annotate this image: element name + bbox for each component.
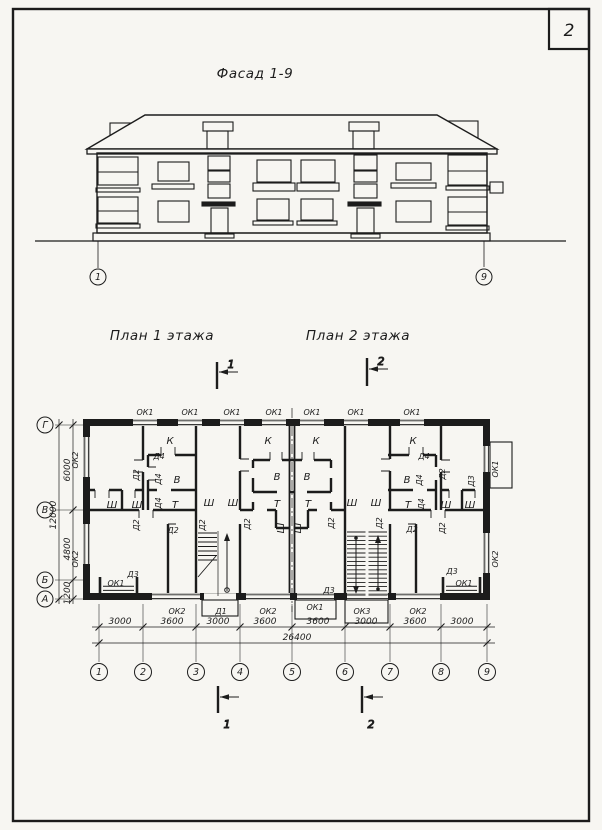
section-marker-2-top — [367, 355, 388, 386]
window-label: ОК2 — [409, 607, 427, 616]
door-label: Д2 — [327, 517, 336, 529]
svg-text:1: 1 — [227, 358, 235, 371]
room-label: К — [264, 436, 272, 447]
dim-text: 4800 — [63, 537, 73, 561]
facade-base — [93, 233, 490, 241]
room-label: К — [166, 436, 174, 447]
window-label: ОК1 — [107, 579, 125, 588]
room-label: Ш — [464, 500, 476, 511]
window-label: ОК1 — [306, 603, 324, 612]
plan-right-title: План 2 этажа — [305, 328, 411, 344]
window-label: ОК1 — [455, 579, 473, 588]
door-label: Д4 — [415, 474, 424, 486]
dim-total-text: 26400 — [282, 633, 312, 643]
door-label: Д2 — [406, 525, 418, 534]
door-label: Д2 — [438, 468, 447, 480]
window-label: ОК2 — [168, 607, 186, 616]
grid-axis-Г-number: Г — [42, 420, 48, 431]
dim-text: 3000 — [450, 617, 474, 627]
door-label: Д2 — [198, 519, 207, 531]
facade-title: Фасад 1-9 — [216, 66, 294, 82]
stair-down-arrow-icon — [353, 586, 359, 594]
facade-axis-1-number: 1 — [94, 272, 102, 283]
door-label: Д4 — [153, 452, 165, 461]
room-label: К — [409, 436, 417, 447]
window-label: ОК3 — [353, 607, 371, 616]
arrow-icon — [364, 694, 373, 700]
room-label: Т — [404, 500, 412, 511]
grid-axis-В-number: В — [41, 505, 49, 516]
room-label: В — [173, 475, 181, 486]
grid-axis-Б-number: Б — [41, 575, 49, 586]
facade-side-protrusion — [490, 182, 503, 193]
room-label: Ш — [440, 500, 452, 511]
door-label: Д3 — [323, 586, 335, 595]
section-marker-2-bottom — [362, 686, 383, 731]
grid-axis-3-number: 3 — [192, 667, 200, 678]
page-number: 2 — [563, 21, 575, 41]
door-label: Д2 — [438, 522, 447, 534]
door-label: Д4 — [417, 498, 426, 510]
window-label: ОК1 — [303, 408, 321, 417]
dim-text: 3000 — [108, 617, 132, 627]
dim-text: 3600 — [306, 617, 330, 627]
room-label: Ш — [370, 498, 382, 509]
stair-up-arrow-icon — [224, 533, 230, 541]
section-marker-1-bottom — [218, 686, 239, 731]
grid-axis-9-number: 9 — [483, 667, 491, 678]
section-marker-1-top — [217, 358, 238, 389]
door-label: Д2 — [132, 469, 141, 481]
dim-total-text: 12000 — [49, 500, 59, 530]
dim-text: 3000 — [354, 617, 378, 627]
arrow-icon — [220, 694, 229, 700]
window-label: ОК1 — [181, 408, 199, 417]
room-label: В — [303, 472, 311, 483]
room-label: Т — [273, 499, 281, 510]
entrance-door-right — [357, 208, 374, 233]
room-label: Ш — [276, 522, 287, 534]
room-label: Ш — [293, 522, 304, 534]
room-label: Ш — [346, 498, 358, 509]
plan-view — [37, 328, 512, 731]
window-label: ОК1 — [403, 408, 421, 417]
dim-text: 1200 — [63, 581, 73, 605]
svg-text:1: 1 — [223, 718, 231, 731]
dim-text: 6000 — [63, 458, 73, 482]
entrance-door-left — [211, 208, 228, 233]
door-label: Д4 — [154, 497, 163, 509]
room-label: В — [403, 475, 411, 486]
grid-axis-А-number: А — [41, 594, 49, 605]
room-label: Ш — [131, 500, 143, 511]
window-label: ОК2 — [259, 607, 277, 616]
room-label: Т — [304, 499, 312, 510]
window-label: ОК1 — [491, 460, 500, 478]
door-label: Д2 — [243, 518, 252, 530]
facade-windows — [96, 155, 489, 238]
dim-text: 3000 — [206, 617, 230, 627]
svg-text:2: 2 — [367, 718, 375, 731]
stair-first-floor — [198, 531, 230, 596]
room-label: В — [273, 472, 281, 483]
room-label: К — [312, 436, 320, 447]
grid-axis-6-number: 6 — [341, 667, 349, 678]
grid-axis-4-number: 4 — [236, 667, 244, 678]
window-label: ОК2 — [71, 451, 80, 469]
room-label: Ш — [203, 498, 215, 509]
door-label: Д4 — [418, 452, 430, 461]
grid-axis-8-number: 8 — [437, 667, 445, 678]
grid-axis-2-number: 2 — [139, 667, 147, 678]
dim-text: 3600 — [160, 617, 184, 627]
dim-text: 3600 — [403, 617, 427, 627]
door-label: Д2 — [132, 519, 141, 531]
door-label: Д4 — [154, 473, 163, 485]
door-label: Д3 — [446, 567, 458, 576]
facade-axis-9-number: 9 — [480, 272, 488, 283]
window-label: ОК1 — [136, 408, 154, 417]
room-label: Ш — [106, 500, 118, 511]
window-label: ОК2 — [491, 550, 500, 568]
stair-second-floor — [347, 531, 387, 596]
svg-text:2: 2 — [377, 355, 385, 368]
window-label: ОК1 — [347, 408, 365, 417]
room-label: Т — [171, 500, 179, 511]
facade-view — [35, 66, 566, 285]
window-label: ОК1 — [223, 408, 241, 417]
door-label: Д2 — [375, 517, 384, 529]
door-label: Д2 — [167, 526, 179, 535]
grid-axis-1-number: 1 — [95, 667, 103, 678]
room-label: Ш — [227, 498, 239, 509]
door-label: Д3 — [467, 475, 476, 487]
dim-text: 3600 — [253, 617, 277, 627]
door-label: Д3 — [127, 570, 139, 579]
window-label: ОК2 — [71, 550, 80, 568]
plan-left-title: План 1 этажа — [109, 328, 215, 344]
grid-axis-5-number: 5 — [288, 667, 296, 678]
door-label: Д1 — [215, 607, 227, 616]
window-label: ОК1 — [265, 408, 283, 417]
grid-axis-7-number: 7 — [386, 667, 394, 678]
